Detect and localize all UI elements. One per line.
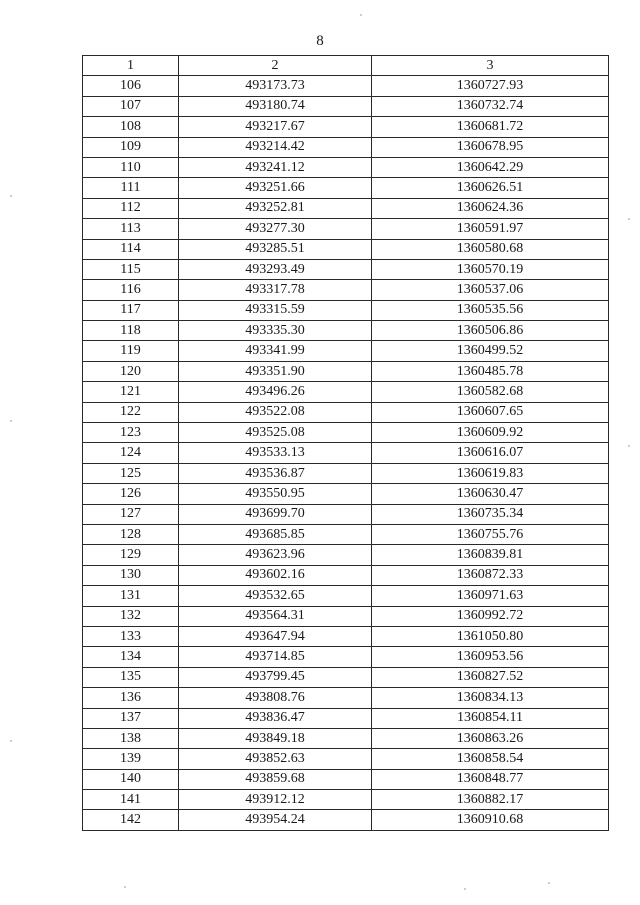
x-coordinate-cell: 493859.68 xyxy=(179,769,372,789)
row-number-cell: 136 xyxy=(83,688,179,708)
x-coordinate-cell: 493351.90 xyxy=(179,361,372,381)
y-coordinate-cell: 1360626.51 xyxy=(372,178,609,198)
y-coordinate-cell: 1360732.74 xyxy=(372,96,609,116)
x-coordinate-cell: 493315.59 xyxy=(179,300,372,320)
scan-speck xyxy=(628,218,630,220)
y-coordinate-cell: 1360863.26 xyxy=(372,728,609,748)
row-number-cell: 121 xyxy=(83,382,179,402)
y-coordinate-cell: 1360570.19 xyxy=(372,259,609,279)
table-row xyxy=(83,157,609,177)
table-row xyxy=(83,137,609,157)
scan-speck xyxy=(10,740,12,742)
x-coordinate-cell: 493335.30 xyxy=(179,321,372,341)
table-row xyxy=(83,341,609,361)
x-coordinate-cell: 493317.78 xyxy=(179,280,372,300)
table-row xyxy=(83,626,609,646)
page-number: 8 xyxy=(316,33,324,49)
y-coordinate-cell: 1360506.86 xyxy=(372,321,609,341)
x-coordinate-cell: 493602.16 xyxy=(179,565,372,585)
scan-speck xyxy=(464,888,466,890)
x-coordinate-cell: 493714.85 xyxy=(179,647,372,667)
table-row xyxy=(83,443,609,463)
x-coordinate-cell: 493532.65 xyxy=(179,586,372,606)
table-row xyxy=(83,708,609,728)
x-coordinate-cell: 493341.99 xyxy=(179,341,372,361)
x-coordinate-cell: 493954.24 xyxy=(179,810,372,830)
scan-speck xyxy=(124,886,126,888)
row-number-cell: 112 xyxy=(83,198,179,218)
y-coordinate-cell: 1360619.83 xyxy=(372,463,609,483)
table-row xyxy=(83,117,609,137)
table-row xyxy=(83,361,609,381)
row-number-cell: 141 xyxy=(83,790,179,810)
x-coordinate-cell: 493536.87 xyxy=(179,463,372,483)
row-number-cell: 130 xyxy=(83,565,179,585)
table-row xyxy=(83,504,609,524)
table-row xyxy=(83,259,609,279)
x-coordinate-cell: 493496.26 xyxy=(179,382,372,402)
y-coordinate-cell: 1360624.36 xyxy=(372,198,609,218)
y-coordinate-cell: 1360854.11 xyxy=(372,708,609,728)
table-row xyxy=(83,688,609,708)
row-number-cell: 111 xyxy=(83,178,179,198)
y-coordinate-cell: 1360839.81 xyxy=(372,545,609,565)
table-row xyxy=(83,524,609,544)
x-coordinate-cell: 493912.12 xyxy=(179,790,372,810)
scan-speck xyxy=(548,882,550,884)
x-coordinate-cell: 493214.42 xyxy=(179,137,372,157)
table-row xyxy=(83,565,609,585)
row-number-cell: 122 xyxy=(83,402,179,422)
x-coordinate-cell: 493808.76 xyxy=(179,688,372,708)
x-coordinate-cell: 493522.08 xyxy=(179,402,372,422)
table-row xyxy=(83,321,609,341)
y-coordinate-cell: 1360953.56 xyxy=(372,647,609,667)
table-row xyxy=(83,484,609,504)
table-body xyxy=(83,76,609,830)
y-coordinate-cell: 1360992.72 xyxy=(372,606,609,626)
table-row xyxy=(83,647,609,667)
table-row xyxy=(83,382,609,402)
x-coordinate-cell: 493293.49 xyxy=(179,259,372,279)
table-row xyxy=(83,178,609,198)
y-coordinate-cell: 1360755.76 xyxy=(372,524,609,544)
x-coordinate-cell: 493852.63 xyxy=(179,749,372,769)
row-number-cell: 114 xyxy=(83,239,179,259)
y-coordinate-cell: 1360848.77 xyxy=(372,769,609,789)
row-number-cell: 109 xyxy=(83,137,179,157)
row-number-cell: 110 xyxy=(83,157,179,177)
y-coordinate-cell: 1360580.68 xyxy=(372,239,609,259)
row-number-cell: 134 xyxy=(83,647,179,667)
y-coordinate-cell: 1360681.72 xyxy=(372,117,609,137)
row-number-cell: 142 xyxy=(83,810,179,830)
row-number-cell: 106 xyxy=(83,76,179,96)
row-number-cell: 127 xyxy=(83,504,179,524)
row-number-cell: 116 xyxy=(83,280,179,300)
x-coordinate-cell: 493252.81 xyxy=(179,198,372,218)
x-coordinate-cell: 493525.08 xyxy=(179,423,372,443)
table-row xyxy=(83,423,609,443)
row-number-cell: 139 xyxy=(83,749,179,769)
row-number-cell: 107 xyxy=(83,96,179,116)
scan-speck xyxy=(10,420,12,422)
y-coordinate-cell: 1360971.63 xyxy=(372,586,609,606)
table-header-row xyxy=(83,56,609,76)
table-row xyxy=(83,769,609,789)
x-coordinate-cell: 493285.51 xyxy=(179,239,372,259)
row-number-cell: 125 xyxy=(83,463,179,483)
row-number-cell: 115 xyxy=(83,259,179,279)
table-row xyxy=(83,198,609,218)
table-row xyxy=(83,219,609,239)
table-row xyxy=(83,749,609,769)
y-coordinate-cell: 1360591.97 xyxy=(372,219,609,239)
y-coordinate-cell: 1360827.52 xyxy=(372,667,609,687)
column-header-1: 1 xyxy=(83,56,179,76)
y-coordinate-cell: 1360910.68 xyxy=(372,810,609,830)
x-coordinate-cell: 493251.66 xyxy=(179,178,372,198)
row-number-cell: 131 xyxy=(83,586,179,606)
row-number-cell: 120 xyxy=(83,361,179,381)
y-coordinate-cell: 1360607.65 xyxy=(372,402,609,422)
row-number-cell: 124 xyxy=(83,443,179,463)
y-coordinate-cell: 1360735.34 xyxy=(372,504,609,524)
x-coordinate-cell: 493217.67 xyxy=(179,117,372,137)
y-coordinate-cell: 1360642.29 xyxy=(372,157,609,177)
y-coordinate-cell: 1360630.47 xyxy=(372,484,609,504)
row-number-cell: 140 xyxy=(83,769,179,789)
row-number-cell: 118 xyxy=(83,321,179,341)
row-number-cell: 108 xyxy=(83,117,179,137)
y-coordinate-cell: 1360727.93 xyxy=(372,76,609,96)
row-number-cell: 137 xyxy=(83,708,179,728)
row-number-cell: 113 xyxy=(83,219,179,239)
x-coordinate-cell: 493685.85 xyxy=(179,524,372,544)
x-coordinate-cell: 493564.31 xyxy=(179,606,372,626)
row-number-cell: 135 xyxy=(83,667,179,687)
x-coordinate-cell: 493647.94 xyxy=(179,626,372,646)
table-row xyxy=(83,300,609,320)
x-coordinate-cell: 493836.47 xyxy=(179,708,372,728)
x-coordinate-cell: 493173.73 xyxy=(179,76,372,96)
row-number-cell: 133 xyxy=(83,626,179,646)
x-coordinate-cell: 493699.70 xyxy=(179,504,372,524)
table-row xyxy=(83,463,609,483)
row-number-cell: 123 xyxy=(83,423,179,443)
scan-speck xyxy=(10,195,12,197)
table-row xyxy=(83,728,609,748)
table-row xyxy=(83,667,609,687)
table-row xyxy=(83,280,609,300)
column-header-3: 3 xyxy=(372,56,609,76)
table-row xyxy=(83,545,609,565)
y-coordinate-cell: 1360834.13 xyxy=(372,688,609,708)
row-number-cell: 126 xyxy=(83,484,179,504)
y-coordinate-cell: 1360858.54 xyxy=(372,749,609,769)
y-coordinate-cell: 1360537.06 xyxy=(372,280,609,300)
row-number-cell: 119 xyxy=(83,341,179,361)
x-coordinate-cell: 493241.12 xyxy=(179,157,372,177)
x-coordinate-cell: 493277.30 xyxy=(179,219,372,239)
y-coordinate-cell: 1361050.80 xyxy=(372,626,609,646)
y-coordinate-cell: 1360609.92 xyxy=(372,423,609,443)
y-coordinate-cell: 1360485.78 xyxy=(372,361,609,381)
table-row xyxy=(83,606,609,626)
x-coordinate-cell: 493849.18 xyxy=(179,728,372,748)
row-number-cell: 138 xyxy=(83,728,179,748)
scan-speck xyxy=(628,445,630,447)
x-coordinate-cell: 493550.95 xyxy=(179,484,372,504)
x-coordinate-cell: 493623.96 xyxy=(179,545,372,565)
y-coordinate-cell: 1360872.33 xyxy=(372,565,609,585)
table-row xyxy=(83,96,609,116)
x-coordinate-cell: 493533.13 xyxy=(179,443,372,463)
scan-speck xyxy=(360,14,362,16)
x-coordinate-cell: 493799.45 xyxy=(179,667,372,687)
y-coordinate-cell: 1360616.07 xyxy=(372,443,609,463)
table-row xyxy=(83,586,609,606)
y-coordinate-cell: 1360499.52 xyxy=(372,341,609,361)
y-coordinate-cell: 1360582.68 xyxy=(372,382,609,402)
row-number-cell: 132 xyxy=(83,606,179,626)
y-coordinate-cell: 1360678.95 xyxy=(372,137,609,157)
x-coordinate-cell: 493180.74 xyxy=(179,96,372,116)
y-coordinate-cell: 1360535.56 xyxy=(372,300,609,320)
coordinates-table xyxy=(82,55,609,831)
table-row xyxy=(83,76,609,96)
y-coordinate-cell: 1360882.17 xyxy=(372,790,609,810)
row-number-cell: 117 xyxy=(83,300,179,320)
table-row xyxy=(83,810,609,830)
row-number-cell: 128 xyxy=(83,524,179,544)
column-header-2: 2 xyxy=(179,56,372,76)
table-row xyxy=(83,790,609,810)
table-row xyxy=(83,239,609,259)
row-number-cell: 129 xyxy=(83,545,179,565)
table-row xyxy=(83,402,609,422)
